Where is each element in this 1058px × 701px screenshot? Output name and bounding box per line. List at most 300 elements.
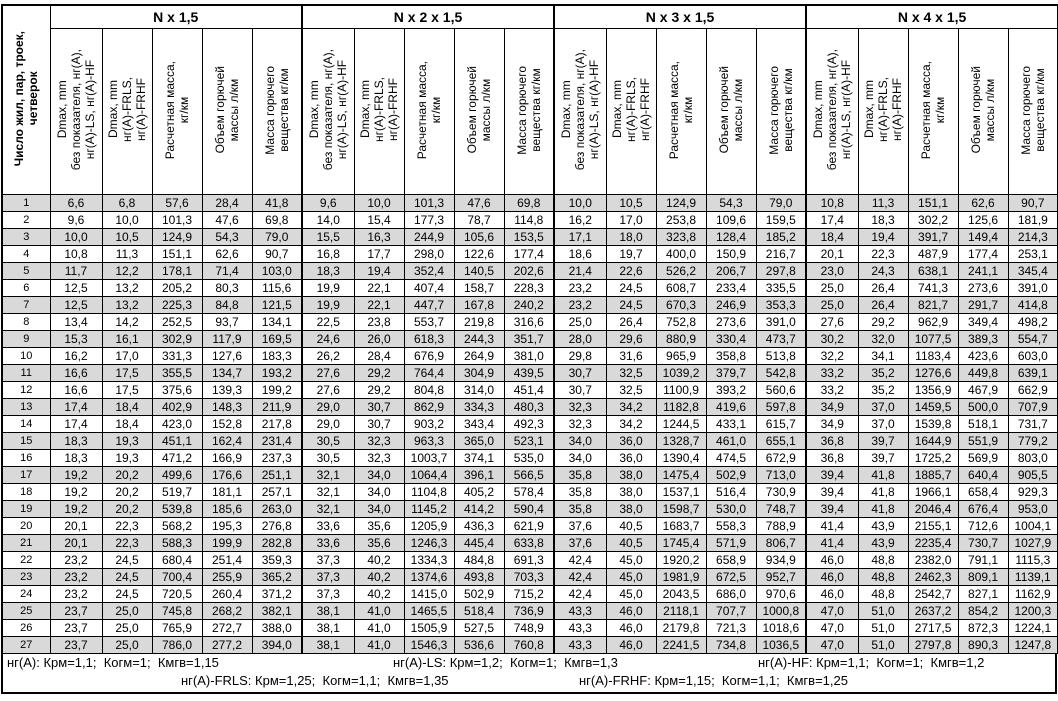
table-cell: 872,3 bbox=[958, 620, 1008, 637]
table-cell: 17,0 bbox=[606, 212, 656, 229]
table-cell: 19,9 bbox=[302, 280, 354, 297]
table-cell: 2637,2 bbox=[908, 603, 958, 620]
table-cell: 6,8 bbox=[102, 195, 152, 212]
table-cell: 35,2 bbox=[858, 365, 908, 382]
table-row bbox=[2, 382, 1058, 399]
table-cell: 216,7 bbox=[756, 246, 806, 263]
table-cell: 42,4 bbox=[554, 569, 606, 586]
table-row bbox=[2, 484, 1058, 501]
table-cell: 26,0 bbox=[354, 331, 404, 348]
table-cell: 282,8 bbox=[252, 535, 302, 552]
table-cell: 500,0 bbox=[958, 399, 1008, 416]
table-cell: 153,5 bbox=[504, 229, 554, 246]
table-cell: 676,4 bbox=[958, 501, 1008, 518]
table-cell: 199,2 bbox=[252, 382, 302, 399]
table-cell: 353,3 bbox=[756, 297, 806, 314]
table-cell: 1000,8 bbox=[756, 603, 806, 620]
table-cell: 35,6 bbox=[354, 518, 404, 535]
table-cell: 167,8 bbox=[454, 297, 504, 314]
table-cell: 19,2 bbox=[50, 484, 102, 501]
table-cell: 445,4 bbox=[454, 535, 504, 552]
table-cell: 471,2 bbox=[152, 450, 202, 467]
table-cell: 140,5 bbox=[454, 263, 504, 280]
table-cell: 502,9 bbox=[706, 467, 756, 484]
table-cell: 752,8 bbox=[656, 314, 706, 331]
table-cell: 1334,3 bbox=[404, 552, 454, 569]
table-row bbox=[2, 535, 1058, 552]
group-header: N x 2 x 1,5 bbox=[302, 5, 554, 29]
table-row bbox=[2, 569, 1058, 586]
table-cell: 707,7 bbox=[706, 603, 756, 620]
table-cell: 720,5 bbox=[152, 586, 202, 603]
table-cell: 51,0 bbox=[858, 637, 908, 654]
table-cell: 34,0 bbox=[554, 450, 606, 467]
table-cell: 114,8 bbox=[504, 212, 554, 229]
group-header: N x 1,5 bbox=[50, 5, 302, 29]
table-cell: 47,6 bbox=[454, 195, 504, 212]
table-cell: 57,6 bbox=[152, 195, 202, 212]
table-cell: 349,4 bbox=[958, 314, 1008, 331]
table-cell: 535,0 bbox=[504, 450, 554, 467]
table-cell: 597,8 bbox=[756, 399, 806, 416]
table-cell: 633,8 bbox=[504, 535, 554, 552]
table-cell: 730,7 bbox=[958, 535, 1008, 552]
table-cell: 35,2 bbox=[858, 382, 908, 399]
table-cell: 638,1 bbox=[908, 263, 958, 280]
table-cell: 1182,8 bbox=[656, 399, 706, 416]
table-cell: 34,0 bbox=[354, 501, 404, 518]
table-cell: 84,8 bbox=[202, 297, 252, 314]
table-cell: 536,6 bbox=[454, 637, 504, 654]
table-cell: 1100,9 bbox=[656, 382, 706, 399]
table-cell: 38,0 bbox=[606, 501, 656, 518]
table-cell: 166,9 bbox=[202, 450, 252, 467]
table-cell: 2462,3 bbox=[908, 569, 958, 586]
table-cell: 35,8 bbox=[554, 484, 606, 501]
table-cell: 43,3 bbox=[554, 603, 606, 620]
table-cell: 530,0 bbox=[706, 501, 756, 518]
column-header: Расчетная масса, кг/км bbox=[152, 29, 202, 195]
column-header: Dmax, mm без показателя, нг(А), нг(А)-LS, нг(А)-HF bbox=[554, 29, 606, 195]
table-cell: 1390,4 bbox=[656, 450, 706, 467]
table-cell: 14,2 bbox=[102, 314, 152, 331]
table-cell: 1027,9 bbox=[1008, 535, 1058, 552]
table-cell: 115,6 bbox=[252, 280, 302, 297]
table-cell: 277,2 bbox=[202, 637, 252, 654]
table-cell: 9,6 bbox=[302, 195, 354, 212]
coefficients-footer bbox=[1, 654, 1057, 694]
table-cell: 393,2 bbox=[706, 382, 756, 399]
table-cell: 745,8 bbox=[152, 603, 202, 620]
table-cell: 30,5 bbox=[302, 450, 354, 467]
row-number: 25 bbox=[2, 603, 50, 620]
cable-mass-table bbox=[1, 4, 1058, 654]
table-cell: 554,7 bbox=[1008, 331, 1058, 348]
table-cell: 10,8 bbox=[50, 246, 102, 263]
table-cell: 359,3 bbox=[252, 552, 302, 569]
table-cell: 11,3 bbox=[102, 246, 152, 263]
table-cell: 560,6 bbox=[756, 382, 806, 399]
table-cell: 149,4 bbox=[958, 229, 1008, 246]
table-cell: 25,0 bbox=[102, 637, 152, 654]
table-cell: 1224,1 bbox=[1008, 620, 1058, 637]
table-cell: 662,9 bbox=[1008, 382, 1058, 399]
table-cell: 27,6 bbox=[806, 314, 858, 331]
table-cell: 32,3 bbox=[354, 433, 404, 450]
table-cell: 402,9 bbox=[152, 399, 202, 416]
table-cell: 953,0 bbox=[1008, 501, 1058, 518]
table-cell: 17,5 bbox=[102, 382, 152, 399]
table-cell: 400,0 bbox=[656, 246, 706, 263]
table-cell: 125,6 bbox=[958, 212, 1008, 229]
table-cell: 40,5 bbox=[606, 535, 656, 552]
table-cell: 2155,1 bbox=[908, 518, 958, 535]
table-row bbox=[2, 603, 1058, 620]
table-cell: 20,1 bbox=[50, 535, 102, 552]
table-cell: 298,0 bbox=[404, 246, 454, 263]
table-cell: 330,4 bbox=[706, 331, 756, 348]
table-cell: 9,6 bbox=[50, 212, 102, 229]
table-cell: 358,8 bbox=[706, 348, 756, 365]
table-cell: 11,3 bbox=[858, 195, 908, 212]
column-header: Dmax, mm без показателя, нг(А), нг(А)-LS, нг(А)-HF bbox=[50, 29, 102, 195]
table-cell: 712,6 bbox=[958, 518, 1008, 535]
table-cell: 1725,2 bbox=[908, 450, 958, 467]
table-row bbox=[2, 552, 1058, 569]
table-cell: 16,8 bbox=[302, 246, 354, 263]
table-cell: 22,3 bbox=[102, 535, 152, 552]
table-cell: 37,6 bbox=[554, 518, 606, 535]
table-cell: 1276,6 bbox=[908, 365, 958, 382]
table-cell: 786,0 bbox=[152, 637, 202, 654]
table-cell: 304,9 bbox=[454, 365, 504, 382]
table-cell: 16,6 bbox=[50, 365, 102, 382]
table-cell: 291,7 bbox=[958, 297, 1008, 314]
table-cell: 217,8 bbox=[252, 416, 302, 433]
table-row bbox=[2, 467, 1058, 484]
table-cell: 273,6 bbox=[958, 280, 1008, 297]
table-cell: 38,0 bbox=[606, 484, 656, 501]
table-cell: 273,6 bbox=[706, 314, 756, 331]
table-cell: 10,5 bbox=[606, 195, 656, 212]
column-header: Объем горючей массы л/км bbox=[454, 29, 504, 195]
table-cell: 32,2 bbox=[806, 348, 858, 365]
table-cell: 37,3 bbox=[302, 569, 354, 586]
table-cell: 39,4 bbox=[806, 467, 858, 484]
table-cell: 316,6 bbox=[504, 314, 554, 331]
table-cell: 862,9 bbox=[404, 399, 454, 416]
table-cell: 214,3 bbox=[1008, 229, 1058, 246]
table-cell: 12,2 bbox=[102, 263, 152, 280]
table-cell: 16,2 bbox=[554, 212, 606, 229]
table-cell: 35,8 bbox=[554, 501, 606, 518]
table-cell: 43,3 bbox=[554, 637, 606, 654]
table-cell: 19,4 bbox=[354, 263, 404, 280]
table-cell: 379,7 bbox=[706, 365, 756, 382]
table-row bbox=[2, 399, 1058, 416]
table-cell: 396,1 bbox=[454, 467, 504, 484]
table-cell: 618,3 bbox=[404, 331, 454, 348]
table-cell: 655,1 bbox=[756, 433, 806, 450]
table-cell: 640,4 bbox=[958, 467, 1008, 484]
table-cell: 14,0 bbox=[302, 212, 354, 229]
table-cell: 124,9 bbox=[152, 229, 202, 246]
table-row bbox=[2, 263, 1058, 280]
table-cell: 43,3 bbox=[554, 620, 606, 637]
table-cell: 542,8 bbox=[756, 365, 806, 382]
table-cell: 23,2 bbox=[50, 586, 102, 603]
table-row bbox=[2, 433, 1058, 450]
table-cell: 18,4 bbox=[102, 399, 152, 416]
row-number: 19 bbox=[2, 501, 50, 518]
table-cell: 40,2 bbox=[354, 586, 404, 603]
table-cell: 25,0 bbox=[102, 603, 152, 620]
table-cell: 23,7 bbox=[50, 603, 102, 620]
table-cell: 240,2 bbox=[504, 297, 554, 314]
table-cell: 17,7 bbox=[354, 246, 404, 263]
table-cell: 35,8 bbox=[554, 467, 606, 484]
table-cell: 352,4 bbox=[404, 263, 454, 280]
table-cell: 903,2 bbox=[404, 416, 454, 433]
table-cell: 433,1 bbox=[706, 416, 756, 433]
table-cell: 15,4 bbox=[354, 212, 404, 229]
table-cell: 35,6 bbox=[354, 535, 404, 552]
row-number: 20 bbox=[2, 518, 50, 535]
table-cell: 1036,5 bbox=[756, 637, 806, 654]
table-cell: 461,0 bbox=[706, 433, 756, 450]
row-number: 16 bbox=[2, 450, 50, 467]
table-cell: 414,2 bbox=[454, 501, 504, 518]
table-cell: 17,4 bbox=[50, 416, 102, 433]
table-cell: 492,3 bbox=[504, 416, 554, 433]
table-cell: 707,9 bbox=[1008, 399, 1058, 416]
table-cell: 21,4 bbox=[554, 263, 606, 280]
table-cell: 734,8 bbox=[706, 637, 756, 654]
table-cell: 93,7 bbox=[202, 314, 252, 331]
table-cell: 39,7 bbox=[858, 433, 908, 450]
table-cell: 551,9 bbox=[958, 433, 1008, 450]
table-cell: 20,1 bbox=[806, 246, 858, 263]
table-cell: 42,4 bbox=[554, 552, 606, 569]
table-cell: 37,0 bbox=[858, 399, 908, 416]
table-cell: 263,0 bbox=[252, 501, 302, 518]
table-cell: 47,6 bbox=[202, 212, 252, 229]
table-cell: 139,3 bbox=[202, 382, 252, 399]
table-cell: 48,8 bbox=[858, 586, 908, 603]
table-cell: 6,6 bbox=[50, 195, 102, 212]
table-cell: 32,5 bbox=[606, 365, 656, 382]
table-cell: 211,9 bbox=[252, 399, 302, 416]
table-row bbox=[2, 518, 1058, 535]
column-header: Расчетная масса, кг/км bbox=[908, 29, 958, 195]
table-cell: 804,8 bbox=[404, 382, 454, 399]
table-cell: 78,7 bbox=[454, 212, 504, 229]
table-cell: 748,9 bbox=[504, 620, 554, 637]
table-cell: 952,7 bbox=[756, 569, 806, 586]
table-cell: 2046,4 bbox=[908, 501, 958, 518]
table-cell: 36,8 bbox=[806, 450, 858, 467]
table-cell: 1539,8 bbox=[908, 416, 958, 433]
table-cell: 13,4 bbox=[50, 314, 102, 331]
table-cell: 2118,1 bbox=[656, 603, 706, 620]
table-cell: 748,7 bbox=[756, 501, 806, 518]
table-cell: 41,8 bbox=[858, 484, 908, 501]
table-row bbox=[2, 637, 1058, 654]
table-cell: 181,9 bbox=[1008, 212, 1058, 229]
table-cell: 40,5 bbox=[606, 518, 656, 535]
table-cell: 41,8 bbox=[858, 501, 908, 518]
table-cell: 41,0 bbox=[354, 603, 404, 620]
table-cell: 152,8 bbox=[202, 416, 252, 433]
table-cell: 389,3 bbox=[958, 331, 1008, 348]
table-cell: 158,7 bbox=[454, 280, 504, 297]
table-cell: 963,3 bbox=[404, 433, 454, 450]
table-cell: 499,6 bbox=[152, 467, 202, 484]
table-cell: 253,1 bbox=[1008, 246, 1058, 263]
table-cell: 691,3 bbox=[504, 552, 554, 569]
row-number: 7 bbox=[2, 297, 50, 314]
table-cell: 24,3 bbox=[858, 263, 908, 280]
table-cell: 2241,5 bbox=[656, 637, 706, 654]
table-cell: 17,5 bbox=[102, 365, 152, 382]
table-cell: 764,4 bbox=[404, 365, 454, 382]
table-cell: 480,3 bbox=[504, 399, 554, 416]
column-header: Dmax, mm нг(А)-FRLS, нг(А)-FRHF bbox=[354, 29, 404, 195]
table-cell: 46,0 bbox=[806, 569, 858, 586]
table-row bbox=[2, 229, 1058, 246]
table-cell: 323,8 bbox=[656, 229, 706, 246]
table-cell: 20,1 bbox=[50, 518, 102, 535]
table-cell: 69,8 bbox=[252, 212, 302, 229]
table-cell: 1920,2 bbox=[656, 552, 706, 569]
table-cell: 39,4 bbox=[806, 484, 858, 501]
table-cell: 20,2 bbox=[102, 484, 152, 501]
table-cell: 134,1 bbox=[252, 314, 302, 331]
table-cell: 22,1 bbox=[354, 297, 404, 314]
table-cell: 38,1 bbox=[302, 637, 354, 654]
column-header: Объем горючей массы л/км bbox=[706, 29, 756, 195]
column-header: Dmax, mm без показателя, нг(А), нг(А)-LS, нг(А)-HF bbox=[806, 29, 858, 195]
table-cell: 334,3 bbox=[454, 399, 504, 416]
table-cell: 487,9 bbox=[908, 246, 958, 263]
table-cell: 34,2 bbox=[606, 399, 656, 416]
table-cell: 79,0 bbox=[756, 195, 806, 212]
table-cell: 181,1 bbox=[202, 484, 252, 501]
table-cell: 343,4 bbox=[454, 416, 504, 433]
table-cell: 29,8 bbox=[554, 348, 606, 365]
table-cell: 1244,5 bbox=[656, 416, 706, 433]
table-cell: 41,0 bbox=[354, 637, 404, 654]
table-cell: 2043,5 bbox=[656, 586, 706, 603]
column-header: Dmax, mm нг(А)-FRLS, нг(А)-FRHF bbox=[102, 29, 152, 195]
table-cell: 19,3 bbox=[102, 433, 152, 450]
table-cell: 228,3 bbox=[504, 280, 554, 297]
table-cell: 30,7 bbox=[354, 416, 404, 433]
table-cell: 24,5 bbox=[102, 586, 152, 603]
table-cell: 199,9 bbox=[202, 535, 252, 552]
row-number: 18 bbox=[2, 484, 50, 501]
table-cell: 19,2 bbox=[50, 501, 102, 518]
table-cell: 34,1 bbox=[858, 348, 908, 365]
table-cell: 38,1 bbox=[302, 603, 354, 620]
table-cell: 225,3 bbox=[152, 297, 202, 314]
table-cell: 19,3 bbox=[102, 450, 152, 467]
column-header: Масса горючего вещества кг/км bbox=[252, 29, 302, 195]
table-cell: 809,1 bbox=[958, 569, 1008, 586]
row-number: 3 bbox=[2, 229, 50, 246]
table-cell: 109,6 bbox=[706, 212, 756, 229]
table-cell: 15,5 bbox=[302, 229, 354, 246]
table-cell: 45,0 bbox=[606, 569, 656, 586]
table-cell: 571,9 bbox=[706, 535, 756, 552]
table-cell: 518,1 bbox=[958, 416, 1008, 433]
table-cell: 169,5 bbox=[252, 331, 302, 348]
table-cell: 48,8 bbox=[858, 552, 908, 569]
table-cell: 519,7 bbox=[152, 484, 202, 501]
table-cell: 177,3 bbox=[404, 212, 454, 229]
table-cell: 407,4 bbox=[404, 280, 454, 297]
table-cell: 34,9 bbox=[806, 416, 858, 433]
table-cell: 11,7 bbox=[50, 263, 102, 280]
table-cell: 741,3 bbox=[908, 280, 958, 297]
table-cell: 29,6 bbox=[606, 331, 656, 348]
table-cell: 241,1 bbox=[958, 263, 1008, 280]
table-cell: 22,3 bbox=[102, 518, 152, 535]
table-cell: 23,7 bbox=[50, 620, 102, 637]
table-cell: 765,9 bbox=[152, 620, 202, 637]
table-cell: 615,7 bbox=[756, 416, 806, 433]
table-row bbox=[2, 348, 1058, 365]
table-cell: 302,9 bbox=[152, 331, 202, 348]
table-cell: 29,0 bbox=[302, 416, 354, 433]
table-row bbox=[2, 195, 1058, 212]
table-cell: 33,2 bbox=[806, 365, 858, 382]
table-cell: 28,4 bbox=[202, 195, 252, 212]
table-cell: 178,1 bbox=[152, 263, 202, 280]
table-cell: 48,8 bbox=[858, 569, 908, 586]
table-cell: 20,2 bbox=[102, 501, 152, 518]
table-cell: 69,8 bbox=[504, 195, 554, 212]
table-cell: 25,0 bbox=[102, 620, 152, 637]
table-cell: 30,5 bbox=[302, 433, 354, 450]
column-header: Расчетная масса, кг/км bbox=[656, 29, 706, 195]
table-cell: 375,6 bbox=[152, 382, 202, 399]
table-cell: 32,0 bbox=[858, 331, 908, 348]
table-cell: 28,0 bbox=[554, 331, 606, 348]
table-cell: 30,2 bbox=[806, 331, 858, 348]
column-header: Масса горючего вещества кг/км bbox=[756, 29, 806, 195]
table-cell: 177,4 bbox=[958, 246, 1008, 263]
table-cell: 272,7 bbox=[202, 620, 252, 637]
table-cell: 19,2 bbox=[50, 467, 102, 484]
table-cell: 18,3 bbox=[858, 212, 908, 229]
table-cell: 447,7 bbox=[404, 297, 454, 314]
table-cell: 32,3 bbox=[354, 450, 404, 467]
column-header: Объем горючей массы л/км bbox=[958, 29, 1008, 195]
row-number: 8 bbox=[2, 314, 50, 331]
table-row bbox=[2, 365, 1058, 382]
table-cell: 71,4 bbox=[202, 263, 252, 280]
table-cell: 1104,8 bbox=[404, 484, 454, 501]
table-cell: 391,0 bbox=[1008, 280, 1058, 297]
table-cell: 24,5 bbox=[102, 552, 152, 569]
table-cell: 51,0 bbox=[858, 603, 908, 620]
table-cell: 20,2 bbox=[102, 467, 152, 484]
table-row bbox=[2, 620, 1058, 637]
table-cell: 22,1 bbox=[354, 280, 404, 297]
table-cell: 23,2 bbox=[50, 552, 102, 569]
table-cell: 10,0 bbox=[50, 229, 102, 246]
